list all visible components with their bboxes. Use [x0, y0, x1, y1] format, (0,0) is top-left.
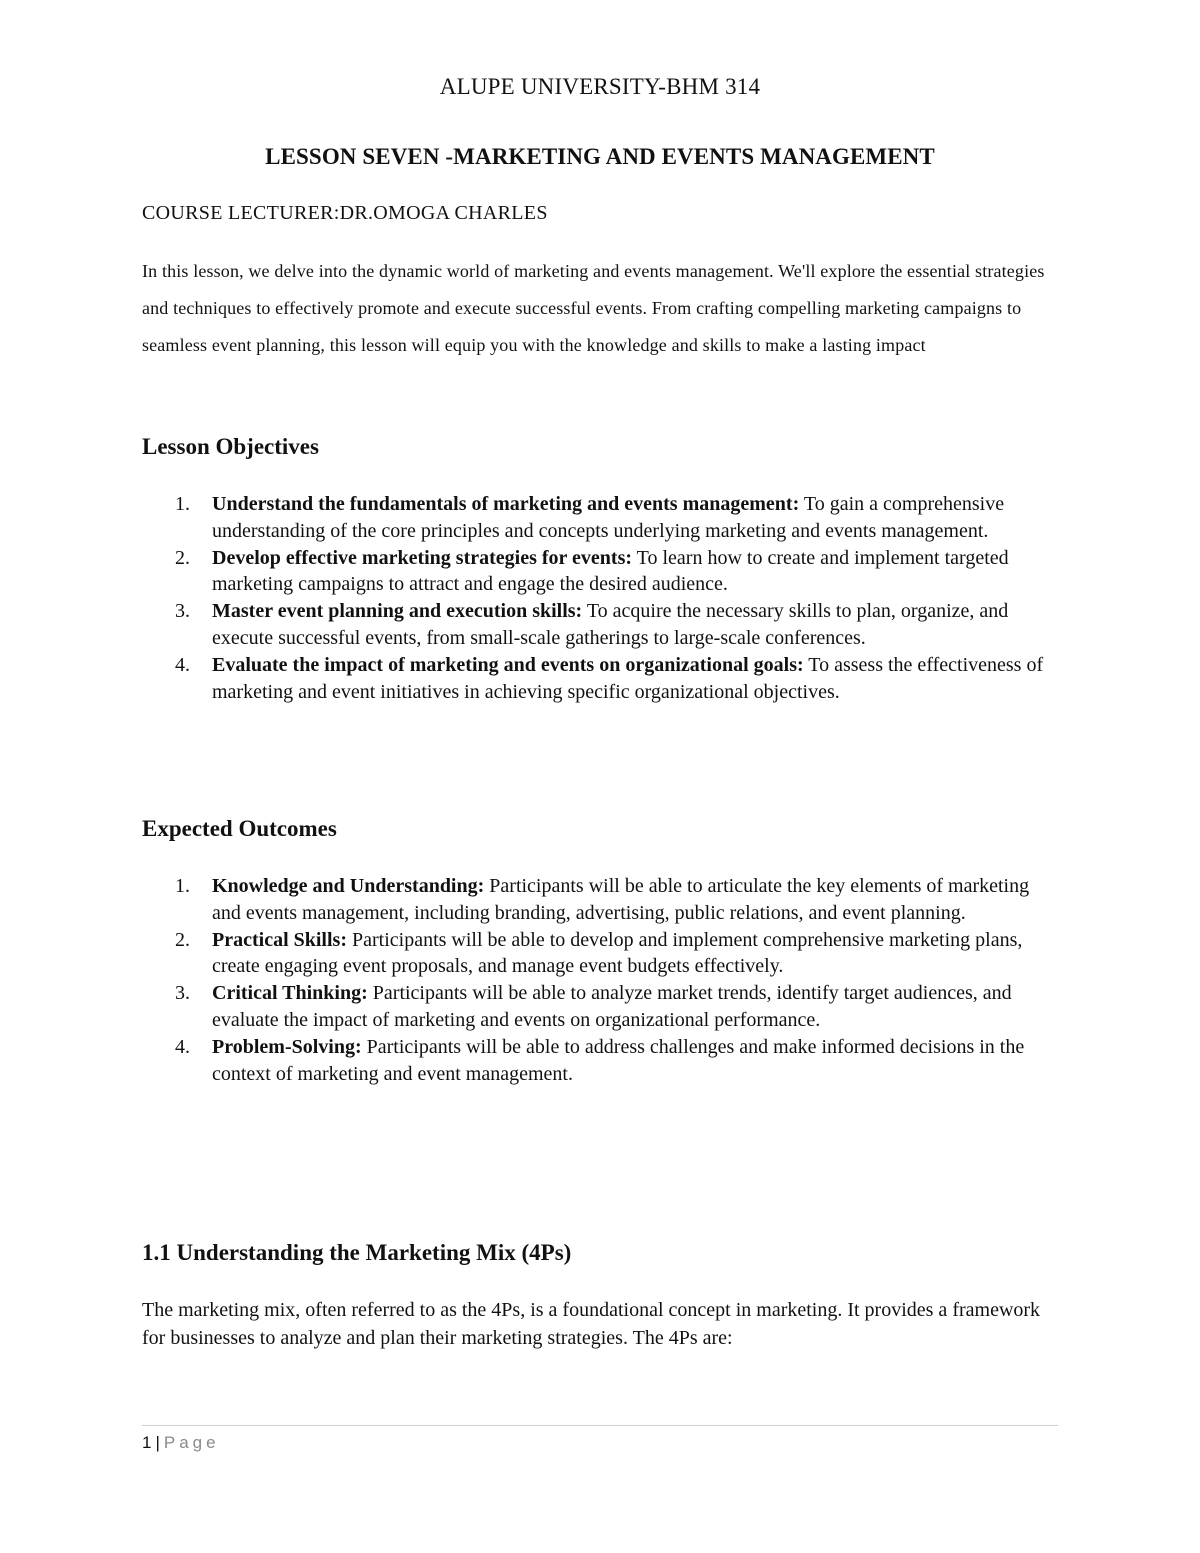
list-item-lead: Critical Thinking: — [212, 982, 368, 1005]
list-item-text: Participants will be able to articulate the key elements of marketing and events management, including branding, advertising, public relations, and event planning. — [212, 875, 1030, 924]
university-header: ALUPE UNIVERSITY-BHM 314 — [439, 74, 761, 99]
objectives-list — [142, 491, 1060, 705]
list-item — [142, 927, 1060, 981]
list-item — [142, 980, 1060, 1034]
footer-divider — [142, 1425, 1058, 1426]
page-number: 1 — [142, 1433, 152, 1452]
list-item — [142, 652, 1060, 706]
list-item-lead: Understand the fundamentals of marketing and events management: — [212, 493, 800, 515]
list-item-text: To gain a comprehensive understanding of the core principles and concepts underlying marketing and events management. — [212, 493, 1005, 542]
list-item-lead: Master event planning and execution skills: — [212, 600, 583, 623]
list-item — [142, 1034, 1060, 1088]
list-number: 3. — [175, 600, 190, 623]
list-item — [142, 491, 1060, 545]
page-footer — [142, 1433, 220, 1453]
list-item-text: Participants will be able to address challenges and make informed decisions in the context of marketing and event management. — [212, 1035, 1025, 1085]
footer-separator: | — [155, 1433, 160, 1452]
list-number: 1. — [175, 875, 190, 897]
page-label: Page — [163, 1433, 220, 1452]
list-item-text: Participants will be able to analyze market trends, identify target audiences, and evaluate the impact of marketing and events on organizational performance. — [212, 982, 1012, 1031]
list-number: 2. — [175, 546, 190, 569]
lesson-title: LESSON SEVEN -MARKETING AND EVENTS MANAGEMENT — [265, 144, 935, 169]
list-number: 4. — [175, 1035, 190, 1058]
list-number: 2. — [175, 928, 190, 951]
list-item-text: To assess the effectiveness of marketing and event initiatives in achieving specific organizational objectives. — [212, 653, 1044, 703]
list-item-lead: Evaluate the impact of marketing and events on organizational goals: — [212, 653, 804, 676]
list-item-lead: Problem-Solving: — [212, 1035, 362, 1058]
list-item — [142, 873, 1060, 927]
list-item-lead: Develop effective marketing strategies for events: — [212, 546, 633, 569]
list-number: 3. — [175, 982, 190, 1005]
list-item-lead: Knowledge and Understanding: — [212, 875, 485, 897]
outcomes-heading: Expected Outcomes — [142, 816, 337, 841]
list-item-text: Participants will be able to develop and implement comprehensive marketing plans, create engaging event proposals, and manage event budgets effectively. — [212, 928, 1023, 978]
list-number: 1. — [175, 493, 190, 515]
list-item-lead: Practical Skills: — [212, 928, 347, 951]
section-paragraph: The marketing mix, often referred to as the 4Ps, is a foundational concept in marketing. It provides a framework for businesses to analyze and plan their marketing strategies. The 4Ps are: — [142, 1299, 1041, 1349]
list-item — [142, 598, 1060, 652]
list-number: 4. — [175, 653, 190, 676]
list-item-text: To learn how to create and implement targeted marketing campaigns to attract and engage the desired audience. — [212, 546, 1009, 596]
outcomes-list — [142, 873, 1060, 1087]
objectives-heading: Lesson Objectives — [142, 434, 319, 459]
list-item-text: To acquire the necessary skills to plan, organize, and execute successful events, from small-scale gatherings to large-scale conferences. — [212, 600, 1009, 649]
section-heading: 1.1 Understanding the Marketing Mix (4Ps) — [142, 1240, 572, 1265]
course-lecturer: COURSE LECTURER:DR.OMOGA CHARLES — [142, 202, 548, 224]
list-item — [142, 545, 1060, 599]
intro-paragraph: In this lesson, we delve into the dynamic world of marketing and events management. We'll explore the essential strategies and techniques to effectively promote and execute successful events. From crafting compelling marketing campaigns to seamless event planning, this lesson will equip you with the knowledge and skills to make a lasting impact — [142, 261, 1045, 355]
